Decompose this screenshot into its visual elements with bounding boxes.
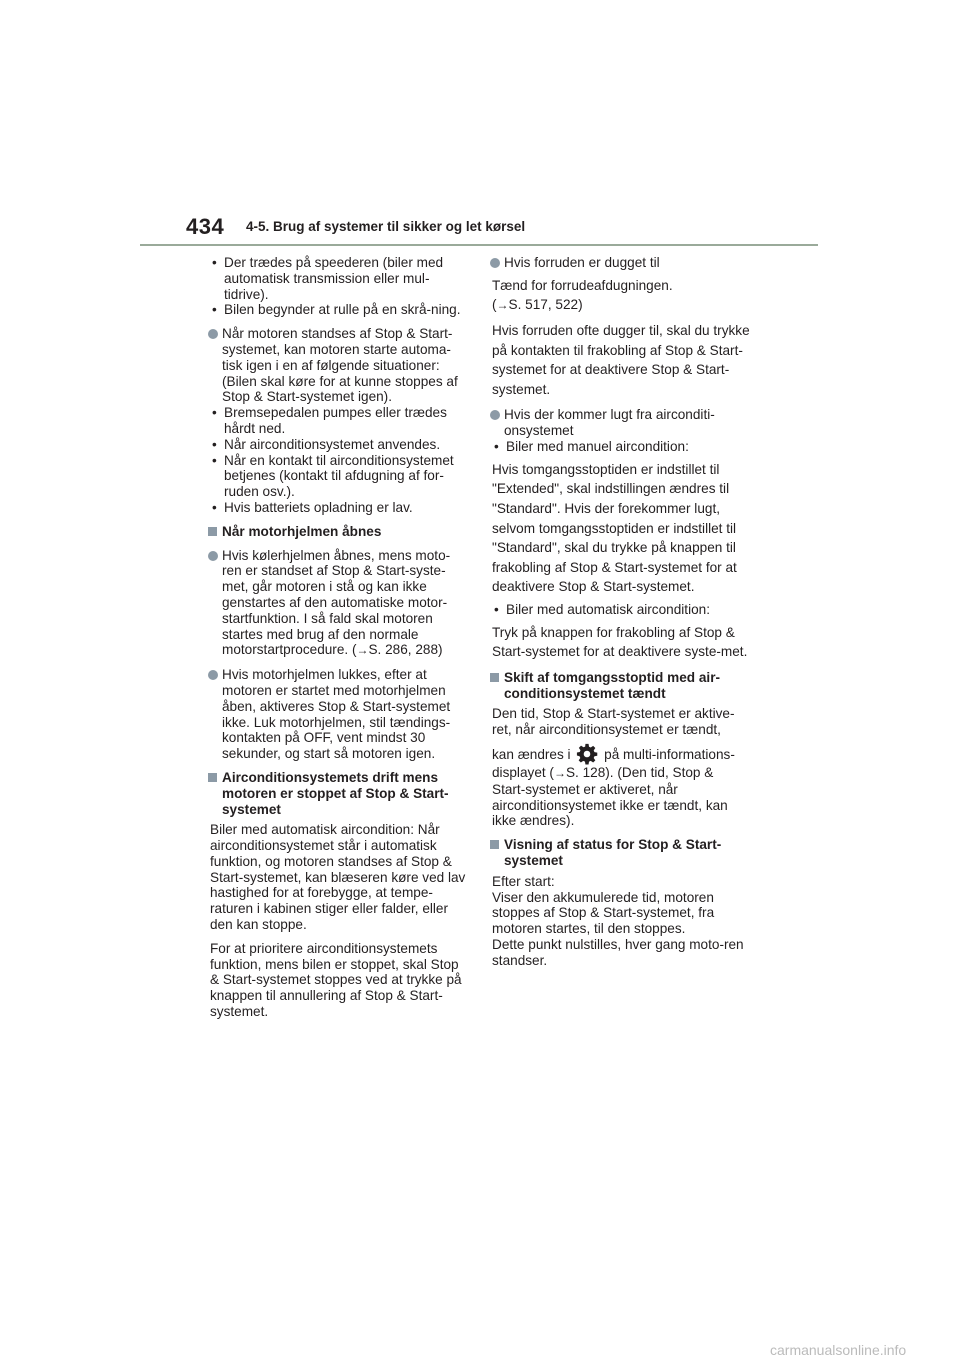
circle-bullet-icon	[490, 258, 500, 268]
arrow-icon: →	[496, 298, 509, 313]
section-heading: Når motorhjelmen åbnes	[208, 524, 468, 540]
right-column	[492, 255, 750, 969]
paragraph: Dette punkt nulstilles, hver gang moto-ren standser.	[492, 937, 744, 968]
left-column	[210, 255, 468, 1028]
section-title: 4-5. Brug af systemer til sikker og let kørsel	[246, 219, 526, 234]
circle-bullet-icon	[208, 670, 218, 680]
bullet-item: • Bremsepedalen pumpes eller trædes hårdt ned.	[210, 405, 468, 437]
footer-watermark[interactable]: carmanualsonline.info	[770, 1342, 907, 1358]
circle-bullet-icon	[208, 551, 218, 561]
section-heading: Airconditionsystemets drift mens motoren er stoppet af Stop & Start-systemet	[208, 770, 468, 817]
arrow-icon: →	[356, 643, 369, 658]
circle-bullet-icon	[490, 410, 500, 420]
paragraph: kan ændres i på multi-informations- displayet (→S. 128). (Den tid, Stop & Start-systemet er aktiveret, når airconditionsystemet ikke er tændt, kan ikke ændres).	[492, 743, 750, 829]
circle-bullet-icon	[208, 329, 218, 339]
bullet-item: • Biler med manuel aircondition:	[492, 439, 750, 455]
square-bullet-icon	[490, 840, 499, 849]
paragraph: Tryk på knappen for frakobling af Stop & Start-systemet for at deaktivere syste-met.	[492, 624, 748, 660]
square-bullet-icon	[208, 527, 217, 536]
section-heading: Visning af status for Stop & Start-systemet	[490, 837, 750, 869]
paragraph: Viser den akkumulerede tid, motoren stoppes af Stop & Start-systemet, fra motoren startes, til den stoppes.	[492, 889, 715, 937]
paragraph: For at prioritere airconditionsystemets funktion, mens bilen er stoppet, skal Stop & Start-systemet stoppes ved at trykke på knappen til annullering af Stop & Start-systemet.	[210, 940, 462, 1020]
page-reference: (→S. 517, 522)	[492, 297, 583, 313]
section-heading: Skift af tomgangsstoptid med air-conditionsystemet tændt	[490, 670, 750, 702]
square-bullet-icon	[208, 773, 217, 782]
arrow-icon: →	[553, 766, 566, 781]
paragraph: Efter start:	[492, 873, 555, 889]
circle-item: Hvis der kommer lugt fra airconditi-onsystemet	[490, 407, 750, 439]
circle-item: Hvis motorhjelmen lukkes, efter at motoren er startet med motorhjelmen åben, aktiveres Stop & Start-systemet ikke. Luk motorhjelmen, stil tændings-kontakten på OFF, vent mindst 30 sekunder, og start så motoren igen.	[208, 667, 468, 762]
paragraph: Den tid, Stop & Start-systemet er aktive-ret, når airconditionsystemet er tændt,	[492, 706, 735, 738]
paragraph: Tænd for forrudeafdugningen.	[492, 277, 673, 293]
page-number: 434	[186, 214, 225, 239]
header-divider	[140, 244, 818, 246]
bullet-item: • Når airconditionsystemet anvendes.	[210, 437, 468, 453]
paragraph: Hvis forruden ofte dugger til, skal du trykke på kontakten til frakobling af Stop & Start-systemet for at deaktivere Stop & Start-systemet.	[492, 322, 750, 397]
bullet-item: • Biler med automatisk aircondition:	[492, 602, 750, 618]
paragraph: Hvis tomgangsstoptiden er indstillet til "Extended", skal indstillingen ændres til "Standard". Hvis der forekommer lugt, selvom tomgangsstoptiden er indstillet til "Standard", skal du trykke på knappen til frakobling af Stop & Start-systemet for at deaktivere Stop & Start-systemet.	[492, 461, 737, 595]
bullet-item: • Bilen begynder at rulle på en skrå-ning.	[210, 302, 468, 318]
circle-item-text: Når motoren standses af Stop & Start-systemet, kan motoren starte automa-tisk igen i en af følgende situationer: (Bilen skal køre for at kunne stoppes af Stop & Start-systemet igen).	[222, 326, 458, 405]
circle-item: Hvis forruden er dugget til	[490, 255, 750, 271]
bullet-item: • Når en kontakt til airconditionsystemet betjenes (kontakt til afdugning af for-ruden osv.).	[210, 453, 468, 500]
gear-icon	[576, 743, 598, 765]
page-reference: S. 128). (Den tid, Stop & Start-systemet er aktiveret, når airconditionsystemet ikke er tændt, kan ikke ændres).	[492, 765, 728, 829]
circle-item	[208, 326, 468, 405]
page-reference: S. 286, 288)	[368, 642, 443, 658]
bullet-item: • Der trædes på speederen (biler med automatisk transmission eller mul-tidrive).	[210, 255, 468, 302]
page-header	[186, 214, 820, 248]
square-bullet-icon	[490, 673, 499, 682]
bullet-item: • Hvis batteriets opladning er lav.	[210, 500, 468, 516]
circle-item: Hvis kølerhjelmen åbnes, mens moto-ren er standset af Stop & Start-syste-met, går motoren i stå og kan ikke genstartes af den automatiske motor-startfunktion. I så fald skal motoren startes med brug af den normale motorstartprocedure. (→S. 286, 288)	[208, 548, 468, 660]
paragraph: Biler med automatisk aircondition: Når airconditionsystemet står i automatisk funktion, og motoren standses af Stop & Start-systemet, kan blæseren køre ved lav hastighed for at forebygge, at tempe-raturen i kabinen stiger eller falder, eller den kan stoppe.	[210, 822, 466, 933]
